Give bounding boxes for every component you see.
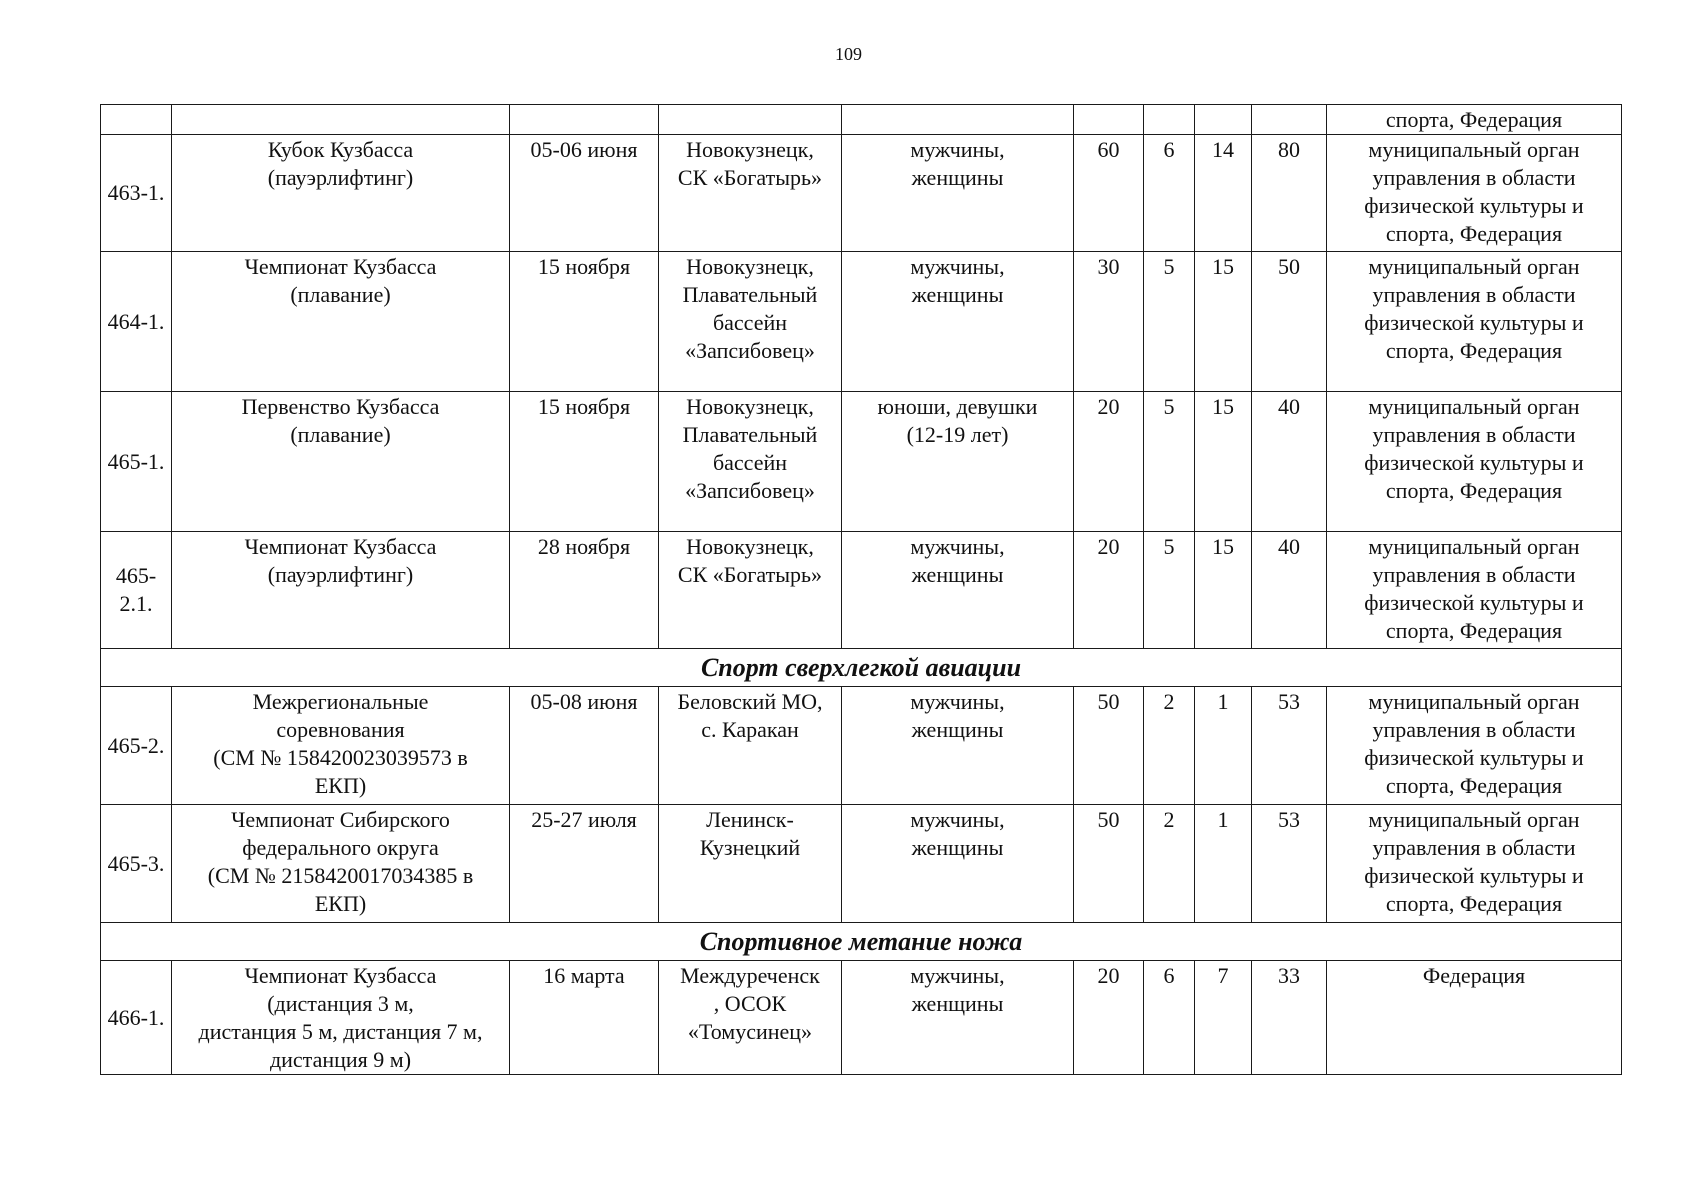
cell-place: [659, 105, 842, 135]
cell-participants: мужчины, женщины: [842, 532, 1074, 649]
cell-name: Чемпионат Сибирского федерального округа (СМ № 2158420017034385 в ЕКП): [172, 805, 510, 923]
cell-count: 5: [1144, 252, 1195, 392]
cell-date: [510, 105, 659, 135]
cell-count: 20: [1074, 392, 1144, 532]
cell-date: 16 марта: [510, 961, 659, 1075]
cell-participants: мужчины, женщины: [842, 805, 1074, 923]
cell-total: 53: [1252, 687, 1327, 805]
section-heading: Спорт сверхлегкой авиации: [101, 649, 1622, 687]
cell-total: 40: [1252, 532, 1327, 649]
cell-participants: мужчины, женщины: [842, 961, 1074, 1075]
cell-place: Новокузнецк, СК «Богатырь»: [659, 532, 842, 649]
cell-organizer: муниципальный орган управления в области физической культуры и спорта, Федерация: [1327, 135, 1622, 252]
cell-name: [172, 105, 510, 135]
cell-count: 15: [1195, 252, 1252, 392]
cell-count: 50: [1074, 687, 1144, 805]
cell-organizer: муниципальный орган управления в области физической культуры и спорта, Федерация: [1327, 805, 1622, 923]
cell-organizer: муниципальный орган управления в области физической культуры и спорта, Федерация: [1327, 532, 1622, 649]
table-row: [101, 805, 1622, 923]
table-row: [101, 135, 1622, 252]
cell-participants: [842, 105, 1074, 135]
cell-num: 465- 2.1.: [101, 532, 172, 649]
table-row: [101, 105, 1622, 135]
cell-count: 7: [1195, 961, 1252, 1075]
cell-organizer: муниципальный орган управления в области физической культуры и спорта, Федерация: [1327, 687, 1622, 805]
cell-count: 2: [1144, 805, 1195, 923]
cell-num: 464-1.: [101, 252, 172, 392]
cell-date: 05-08 июня: [510, 687, 659, 805]
cell-total: [1252, 105, 1327, 135]
cell-total: 50: [1252, 252, 1327, 392]
cell-total: 53: [1252, 805, 1327, 923]
cell-count: 5: [1144, 392, 1195, 532]
cell-num: 463-1.: [101, 135, 172, 252]
cell-name: Чемпионат Кузбасса (пауэрлифтинг): [172, 532, 510, 649]
cell-count: 60: [1074, 135, 1144, 252]
cell-name: Чемпионат Кузбасса (дистанция 3 м, дистанция 5 м, дистанция 7 м, дистанция 9 м): [172, 961, 510, 1075]
cell-organizer: спорта, Федерация: [1327, 105, 1622, 135]
cell-name: Межрегиональные соревнования (СМ № 158420023039573 в ЕКП): [172, 687, 510, 805]
table-row: [101, 687, 1622, 805]
page-number: 109: [835, 44, 862, 64]
cell-num: 466-1.: [101, 961, 172, 1075]
cell-date: 15 ноября: [510, 252, 659, 392]
cell-count: 50: [1074, 805, 1144, 923]
cell-count: [1144, 105, 1195, 135]
cell-count: 2: [1144, 687, 1195, 805]
cell-num: 465-2.: [101, 687, 172, 805]
cell-place: Новокузнецк, Плавательный бассейн «Запсибовец»: [659, 252, 842, 392]
cell-participants: мужчины, женщины: [842, 252, 1074, 392]
cell-count: 6: [1144, 961, 1195, 1075]
cell-date: 05-06 июня: [510, 135, 659, 252]
cell-count: 20: [1074, 961, 1144, 1075]
section-row: [101, 923, 1622, 961]
section-row: [101, 649, 1622, 687]
cell-count: 1: [1195, 805, 1252, 923]
cell-num: 465-3.: [101, 805, 172, 923]
cell-name: Чемпионат Кузбасса (плавание): [172, 252, 510, 392]
cell-place: Новокузнецк, СК «Богатырь»: [659, 135, 842, 252]
cell-place: Новокузнецк, Плавательный бассейн «Запсибовец»: [659, 392, 842, 532]
cell-count: 30: [1074, 252, 1144, 392]
cell-organizer: муниципальный орган управления в области физической культуры и спорта, Федерация: [1327, 252, 1622, 392]
cell-num: 465-1.: [101, 392, 172, 532]
cell-participants: мужчины, женщины: [842, 687, 1074, 805]
cell-count: 1: [1195, 687, 1252, 805]
cell-count: 14: [1195, 135, 1252, 252]
cell-count: 5: [1144, 532, 1195, 649]
cell-organizer: Федерация: [1327, 961, 1622, 1075]
cell-total: 80: [1252, 135, 1327, 252]
cell-total: 33: [1252, 961, 1327, 1075]
table-row: [101, 532, 1622, 649]
cell-participants: мужчины, женщины: [842, 135, 1074, 252]
table-row: [101, 392, 1622, 532]
cell-place: Ленинск- Кузнецкий: [659, 805, 842, 923]
cell-place: Междуреченск , ОСОК «Томусинец»: [659, 961, 842, 1075]
table-row: [101, 961, 1622, 1075]
cell-count: 6: [1144, 135, 1195, 252]
cell-place: Беловский МО, с. Каракан: [659, 687, 842, 805]
cell-date: 15 ноября: [510, 392, 659, 532]
cell-count: 15: [1195, 532, 1252, 649]
cell-count: 15: [1195, 392, 1252, 532]
cell-name: Кубок Кузбасса (пауэрлифтинг): [172, 135, 510, 252]
events-table: [100, 104, 1622, 1075]
cell-name: Первенство Кузбасса (плавание): [172, 392, 510, 532]
cell-num: [101, 105, 172, 135]
cell-total: 40: [1252, 392, 1327, 532]
cell-count: [1195, 105, 1252, 135]
cell-count: [1074, 105, 1144, 135]
cell-organizer: муниципальный орган управления в области физической культуры и спорта, Федерация: [1327, 392, 1622, 532]
section-heading: Спортивное метание ножа: [101, 923, 1622, 961]
cell-participants: юноши, девушки (12-19 лет): [842, 392, 1074, 532]
table-row: [101, 252, 1622, 392]
cell-date: 25-27 июля: [510, 805, 659, 923]
cell-count: 20: [1074, 532, 1144, 649]
cell-date: 28 ноября: [510, 532, 659, 649]
